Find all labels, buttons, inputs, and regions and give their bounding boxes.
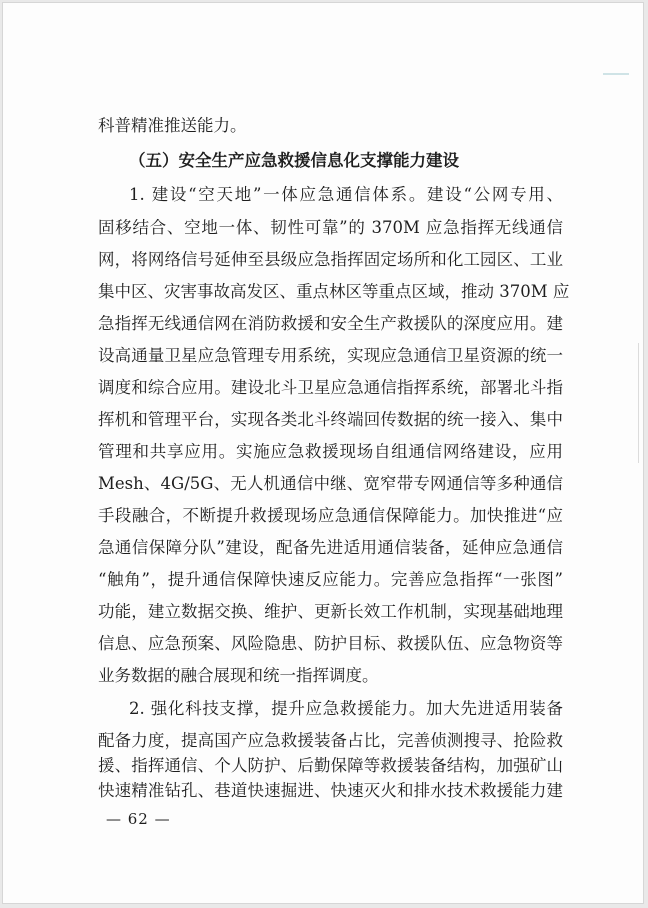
body-line: 信息、应急预案、风险隐患、防护目标、救援队伍、应急物资等 — [98, 634, 563, 653]
scan-edge-artifact — [638, 343, 639, 463]
body-line: 配备力度，提高国产应急救援装备占比，完善侦测搜寻、抢险救 — [98, 731, 563, 750]
body-line: 急指挥无线通信网在消防救援和安全生产救援队的深度应用。建 — [98, 314, 563, 333]
body-line: 业务数据的融合展现和统一指挥调度。 — [98, 666, 379, 685]
body-line: 援、指挥通信、个人防护、后勤保障等救援装备结构，加强矿山 — [98, 756, 563, 775]
body-line: “触角”，提升通信保障快速反应能力。完善应急指挥“一张图” — [98, 570, 563, 589]
body-line: 集中区、灾害事故高发区、重点林区等重点区域，推动 370M 应 — [98, 282, 570, 301]
paragraph-first-line: 2. 强化科技支撑，提升应急救援能力。加大先进适用装备 — [129, 699, 563, 718]
body-line: 手段融合，不断提升救援现场应急通信保障能力。加快推进“应 — [98, 506, 563, 525]
scan-artifact — [603, 73, 629, 75]
section-heading: （五）安全生产应急救援信息化支撑能力建设 — [129, 151, 459, 170]
body-line: 固移结合、空地一体、韧性可靠”的 370M 应急指挥无线通信 — [98, 218, 563, 237]
body-line: 急通信保障分队”建设，配备先进适用通信装备，延伸应急通信 — [98, 538, 563, 557]
body-line: 功能，建立数据交换、维护、更新长效工作机制，实现基础地理 — [98, 602, 563, 621]
body-line: 管理和共享应用。实施应急救援现场自组通信网络建设，应用 — [98, 442, 563, 461]
body-line: 快速精准钻孔、巷道快速掘进、快速灭火和排水技术救援能力建 — [98, 781, 563, 800]
body-line: 调度和综合应用。建设北斗卫星应急通信指挥系统，部署北斗指 — [98, 378, 563, 397]
document-page — [2, 2, 644, 904]
page-number: — 62 — — [106, 810, 171, 828]
body-line: 设高通量卫星应急管理专用系统，实现应急通信卫星资源的统一 — [98, 346, 563, 365]
body-line: 网，将网络信号延伸至县级应急指挥固定场所和化工园区、工业 — [98, 250, 563, 269]
paragraph-first-line: 1. 建设“空天地”一体应急通信体系。建设“公网专用、 — [129, 185, 563, 204]
body-line: 科普精准推送能力。 — [98, 116, 247, 135]
body-line: 挥机和管理平台，实现各类北斗终端回传数据的统一接入、集中 — [98, 410, 563, 429]
body-line: Mesh、4G/5G、无人机通信中继、宽窄带专网通信等多种通信 — [98, 474, 563, 493]
